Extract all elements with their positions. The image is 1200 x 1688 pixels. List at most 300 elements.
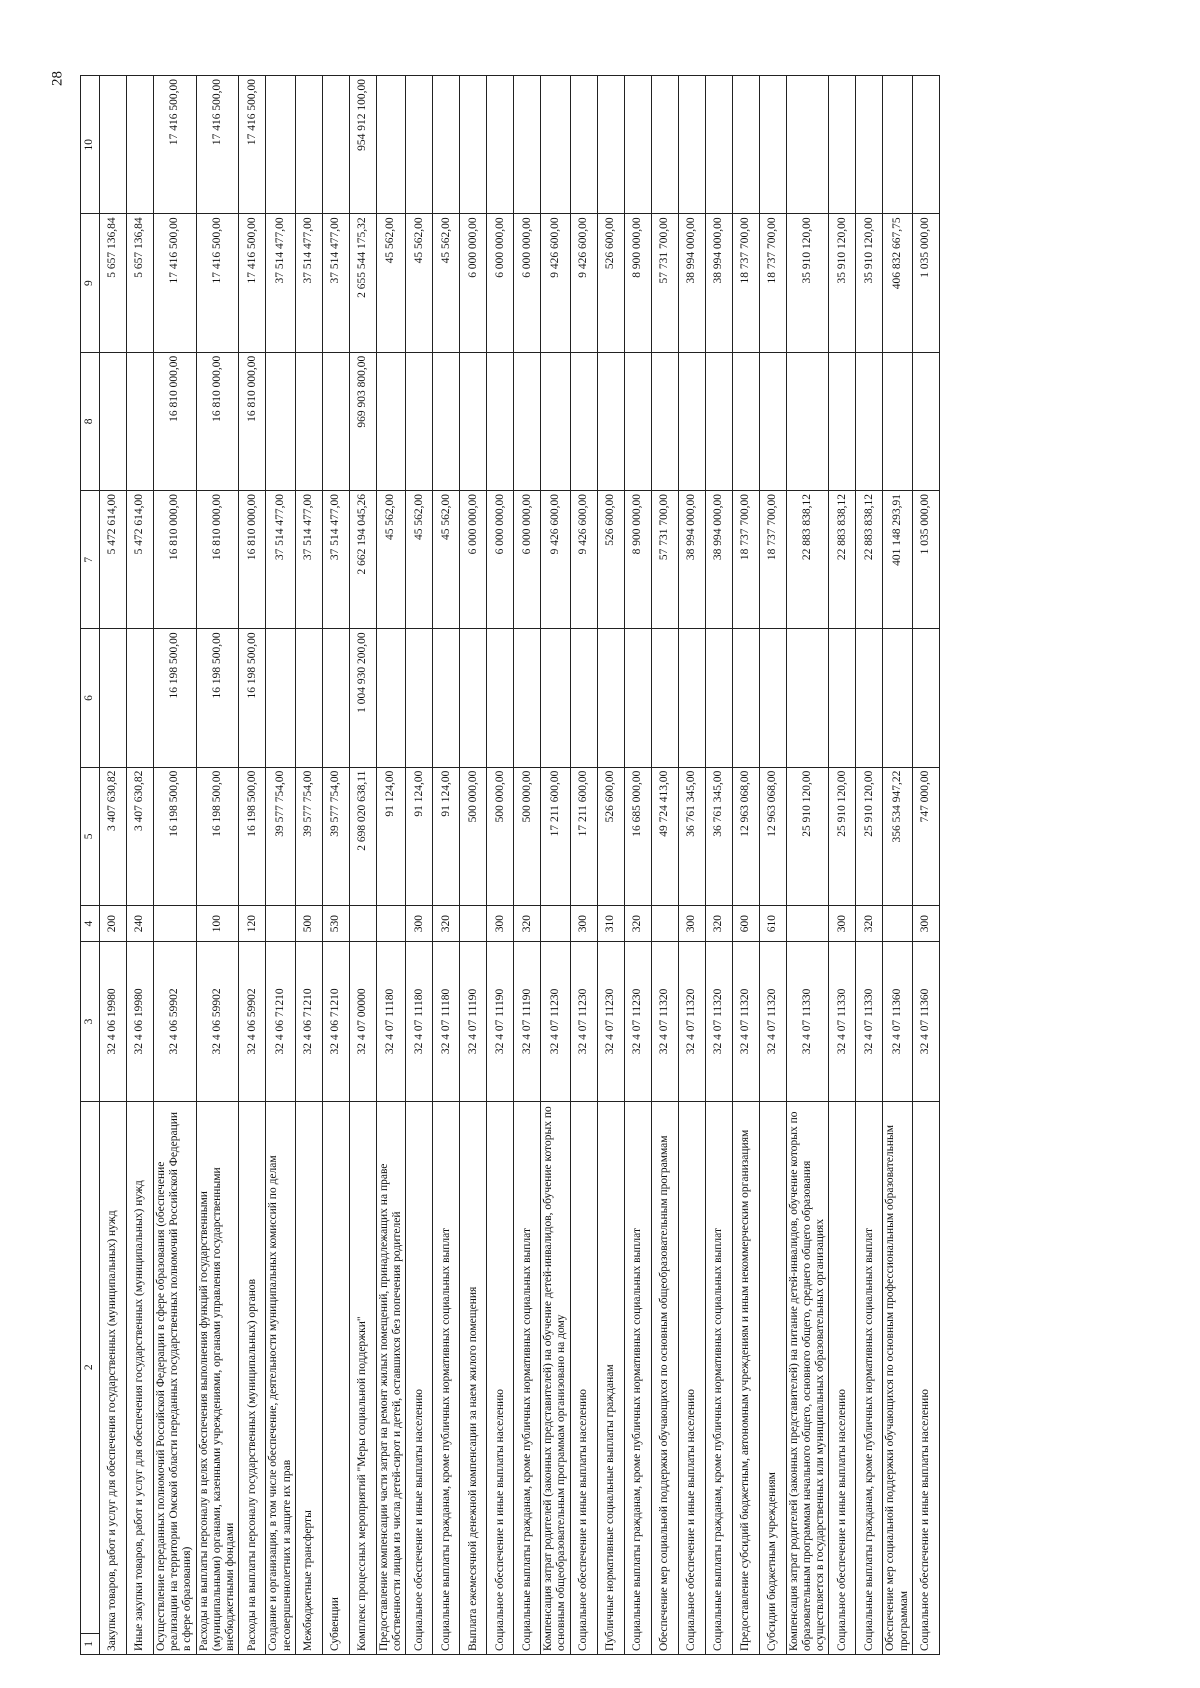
row-name-cell: Расходы на выплаты персоналу в целях обеспечения выполнения функций государственными (муниципальными) органами, казенными учреждениями, органами управления государственными внебюджетными фондами — [196, 1101, 239, 1654]
column-header-9: 9 — [81, 214, 100, 352]
row-value-col10 — [266, 76, 295, 214]
row-vr-cell: 530 — [322, 905, 349, 941]
budget-table — [80, 75, 940, 1655]
table-row — [127, 76, 154, 1655]
row-value-col7: 5 472 614,00 — [100, 491, 127, 629]
row-value-col10: 17 416 500,00 — [154, 76, 197, 214]
row-value-col6 — [856, 629, 883, 767]
table-row — [487, 76, 514, 1655]
row-value-col6 — [541, 629, 570, 767]
row-value-col8 — [829, 352, 856, 490]
row-value-col10 — [100, 76, 127, 214]
row-code-cell: 32 4 07 11230 — [570, 942, 597, 1102]
row-value-col5: 12 963 068,00 — [759, 767, 786, 905]
row-value-col6 — [295, 629, 322, 767]
row-value-col10 — [127, 76, 154, 214]
row-name-cell: Публичные нормативные социальные выплаты гражданам — [597, 1101, 624, 1654]
row-value-col10 — [678, 76, 705, 214]
row-value-col7: 37 514 477,00 — [295, 491, 322, 629]
rotated-table-wrapper — [80, 75, 1180, 1655]
row-value-col6: 16 198 500,00 — [154, 629, 197, 767]
row-value-col6: 16 198 500,00 — [196, 629, 239, 767]
row-name-cell: Социальные выплаты гражданам, кроме публичных нормативных социальных выплат — [433, 1101, 460, 1654]
row-code-cell: 32 4 07 11230 — [624, 942, 651, 1102]
table-row — [829, 76, 856, 1655]
row-vr-cell: 120 — [239, 905, 266, 941]
row-value-col10 — [406, 76, 433, 214]
row-vr-cell — [786, 905, 829, 941]
table-row — [732, 76, 759, 1655]
row-value-col9: 9 426 600,00 — [541, 214, 570, 352]
row-value-col10 — [786, 76, 829, 214]
row-value-col9: 35 910 120,00 — [786, 214, 829, 352]
table-row — [154, 76, 197, 1655]
column-header-5: 5 — [81, 767, 100, 905]
row-code-cell: 32 4 07 00000 — [349, 942, 376, 1102]
row-value-col10: 17 416 500,00 — [196, 76, 239, 214]
row-vr-cell: 300 — [678, 905, 705, 941]
row-value-col7: 526 600,00 — [597, 491, 624, 629]
row-value-col7: 38 994 000,00 — [678, 491, 705, 629]
row-value-col5: 91 124,00 — [376, 767, 405, 905]
row-value-col5: 36 761 345,00 — [705, 767, 732, 905]
row-code-cell: 32 4 07 11320 — [651, 942, 678, 1102]
row-value-col9: 5 657 136,84 — [127, 214, 154, 352]
row-code-cell: 32 4 07 11330 — [786, 942, 829, 1102]
row-value-col6 — [759, 629, 786, 767]
row-name-cell: Обеспечение мер социальной поддержки обучающихся по основным общеобразовательным программам — [651, 1101, 678, 1654]
row-value-col9: 38 994 000,00 — [678, 214, 705, 352]
row-value-col10 — [732, 76, 759, 214]
row-name-cell: Субвенции — [322, 1101, 349, 1654]
row-value-col5: 2 698 020 638,11 — [349, 767, 376, 905]
row-value-col6 — [597, 629, 624, 767]
row-code-cell: 32 4 06 71210 — [295, 942, 322, 1102]
column-header-8: 8 — [81, 352, 100, 490]
row-value-col6 — [912, 629, 939, 767]
row-name-cell: Предоставление компенсации части затрат на ремонт жилых помещений, принадлежащих на праве собственности лицам из числа детей-сирот и детей, оставшихся без попечения родителей — [376, 1101, 405, 1654]
row-name-cell: Социальное обеспечение и иные выплаты населению — [406, 1101, 433, 1654]
row-name-cell: Выплата ежемесячной денежной компенсации за наем жилого помещения — [460, 1101, 487, 1654]
row-name-cell: Субсидии бюджетным учреждениям — [759, 1101, 786, 1654]
row-value-col7: 9 426 600,00 — [570, 491, 597, 629]
row-value-col6 — [732, 629, 759, 767]
row-value-col10: 17 416 500,00 — [239, 76, 266, 214]
row-value-col7: 38 994 000,00 — [705, 491, 732, 629]
table-row — [912, 76, 939, 1655]
row-value-col10: 954 912 100,00 — [349, 76, 376, 214]
row-value-col9: 37 514 477,00 — [322, 214, 349, 352]
row-value-col8 — [732, 352, 759, 490]
row-value-col6 — [266, 629, 295, 767]
row-name-cell: Социальное обеспечение и иные выплаты населению — [829, 1101, 856, 1654]
row-value-col7: 16 810 000,00 — [154, 491, 197, 629]
row-code-cell: 32 4 06 59902 — [196, 942, 239, 1102]
row-value-col9: 6 000 000,00 — [460, 214, 487, 352]
row-vr-cell — [883, 905, 912, 941]
row-code-cell: 32 4 07 11230 — [541, 942, 570, 1102]
row-value-col5: 17 211 600,00 — [541, 767, 570, 905]
row-code-cell: 32 4 07 11330 — [856, 942, 883, 1102]
row-value-col10 — [433, 76, 460, 214]
row-value-col6 — [433, 629, 460, 767]
row-value-col5: 39 577 754,00 — [295, 767, 322, 905]
row-value-col9: 37 514 477,00 — [295, 214, 322, 352]
row-value-col8 — [266, 352, 295, 490]
row-value-col9: 17 416 500,00 — [196, 214, 239, 352]
row-code-cell: 32 4 06 59902 — [239, 942, 266, 1102]
row-name-cell: Социальные выплаты гражданам, кроме публичных нормативных социальных выплат — [624, 1101, 651, 1654]
table-row — [406, 76, 433, 1655]
row-value-col7: 6 000 000,00 — [514, 491, 541, 629]
row-value-col7: 45 562,00 — [376, 491, 405, 629]
row-value-col5: 526 600,00 — [597, 767, 624, 905]
table-row — [883, 76, 912, 1655]
row-vr-cell: 320 — [514, 905, 541, 941]
row-value-col9: 9 426 600,00 — [570, 214, 597, 352]
row-value-col7: 57 731 700,00 — [651, 491, 678, 629]
row-value-col5: 3 407 630,82 — [127, 767, 154, 905]
row-code-cell: 32 4 07 11360 — [883, 942, 912, 1102]
row-name-cell: Социальное обеспечение и иные выплаты населению — [487, 1101, 514, 1654]
row-code-cell: 32 4 06 71210 — [266, 942, 295, 1102]
row-value-col5: 356 534 947,22 — [883, 767, 912, 905]
row-value-col5: 91 124,00 — [406, 767, 433, 905]
column-header-1: 1 — [81, 1633, 100, 1654]
row-value-col10 — [759, 76, 786, 214]
table-row — [322, 76, 349, 1655]
row-value-col8 — [376, 352, 405, 490]
row-value-col7: 2 662 194 045,26 — [349, 491, 376, 629]
row-value-col9: 35 910 120,00 — [856, 214, 883, 352]
row-name-cell: Комплекс процессных мероприятий "Меры социальной поддержки" — [349, 1101, 376, 1654]
row-code-cell: 32 4 07 11320 — [705, 942, 732, 1102]
row-value-col8: 16 810 000,00 — [154, 352, 197, 490]
row-code-cell: 32 4 07 11230 — [597, 942, 624, 1102]
row-value-col5: 16 685 000,00 — [624, 767, 651, 905]
row-value-col10 — [829, 76, 856, 214]
row-value-col9: 37 514 477,00 — [266, 214, 295, 352]
row-name-cell: Закупка товаров, работ и услуг для обеспечения государственных (муниципальных) нужд — [100, 1101, 127, 1654]
row-vr-cell: 610 — [759, 905, 786, 941]
row-value-col9: 45 562,00 — [433, 214, 460, 352]
row-value-col5: 12 963 068,00 — [732, 767, 759, 905]
row-code-cell: 32 4 07 11320 — [759, 942, 786, 1102]
row-value-col8 — [460, 352, 487, 490]
row-value-col10 — [460, 76, 487, 214]
row-value-col9: 45 562,00 — [406, 214, 433, 352]
row-value-col7: 18 737 700,00 — [759, 491, 786, 629]
row-value-col7: 37 514 477,00 — [266, 491, 295, 629]
row-value-col10 — [597, 76, 624, 214]
row-code-cell: 32 4 07 11180 — [406, 942, 433, 1102]
row-name-cell: Социальное обеспечение и иные выплаты населению — [678, 1101, 705, 1654]
table-row — [597, 76, 624, 1655]
row-code-cell: 32 4 06 19980 — [127, 942, 154, 1102]
row-value-col6 — [624, 629, 651, 767]
row-value-col8 — [100, 352, 127, 490]
row-code-cell: 32 4 06 71210 — [322, 942, 349, 1102]
row-value-col10 — [322, 76, 349, 214]
row-vr-cell: 600 — [732, 905, 759, 941]
row-value-col5: 25 910 120,00 — [829, 767, 856, 905]
table-row — [460, 76, 487, 1655]
row-code-cell: 32 4 07 11320 — [678, 942, 705, 1102]
row-value-col10 — [705, 76, 732, 214]
row-vr-cell — [154, 905, 197, 941]
row-value-col9: 6 000 000,00 — [487, 214, 514, 352]
row-value-col10 — [514, 76, 541, 214]
row-value-col8 — [759, 352, 786, 490]
row-value-col6 — [786, 629, 829, 767]
row-value-col9: 18 737 700,00 — [759, 214, 786, 352]
table-row — [786, 76, 829, 1655]
row-value-col8: 16 810 000,00 — [196, 352, 239, 490]
row-value-col5: 39 577 754,00 — [322, 767, 349, 905]
row-code-cell: 32 4 07 11360 — [912, 942, 939, 1102]
row-vr-cell: 100 — [196, 905, 239, 941]
row-value-col8 — [705, 352, 732, 490]
row-value-col8 — [570, 352, 597, 490]
table-row — [196, 76, 239, 1655]
row-value-col10 — [912, 76, 939, 214]
row-value-col5: 49 724 413,00 — [651, 767, 678, 905]
row-value-col7: 37 514 477,00 — [322, 491, 349, 629]
row-value-col6 — [651, 629, 678, 767]
row-vr-cell: 320 — [624, 905, 651, 941]
row-name-cell: Предоставление субсидий бюджетным, автономным учреждениям и иным некоммерческим организациям — [732, 1101, 759, 1654]
row-code-cell: 32 4 07 11190 — [514, 942, 541, 1102]
table-row — [239, 76, 266, 1655]
row-vr-cell — [266, 905, 295, 941]
table-row — [541, 76, 570, 1655]
page-number: 28 — [49, 71, 66, 86]
row-value-col7: 6 000 000,00 — [460, 491, 487, 629]
row-value-col5: 16 198 500,00 — [154, 767, 197, 905]
row-vr-cell: 240 — [127, 905, 154, 941]
row-value-col5: 25 910 120,00 — [856, 767, 883, 905]
column-header-7: 7 — [81, 491, 100, 629]
row-name-cell: Социальные выплаты гражданам, кроме публичных нормативных социальных выплат — [856, 1101, 883, 1654]
row-value-col9: 6 000 000,00 — [514, 214, 541, 352]
row-value-col8 — [295, 352, 322, 490]
row-value-col7: 22 883 838,12 — [856, 491, 883, 629]
row-value-col9: 17 416 500,00 — [239, 214, 266, 352]
row-name-cell: Социальные выплаты гражданам, кроме публичных нормативных социальных выплат — [705, 1101, 732, 1654]
row-name-cell: Расходы на выплаты персоналу государственных (муниципальных) органов — [239, 1101, 266, 1654]
row-code-cell: 32 4 07 11190 — [460, 942, 487, 1102]
row-value-col7: 22 883 838,12 — [829, 491, 856, 629]
row-value-col9: 5 657 136,84 — [100, 214, 127, 352]
column-header-6: 6 — [81, 629, 100, 767]
row-value-col5: 25 910 120,00 — [786, 767, 829, 905]
row-name-cell: Создание и организация, в том числе обеспечение, деятельности муниципальных комиссий по делам несовершеннолетних и защите их прав — [266, 1101, 295, 1654]
row-name-cell: Социальные выплаты гражданам, кроме публичных нормативных социальных выплат — [514, 1101, 541, 1654]
row-value-col5: 17 211 600,00 — [570, 767, 597, 905]
row-value-col8 — [487, 352, 514, 490]
row-value-col7: 9 426 600,00 — [541, 491, 570, 629]
row-value-col8 — [514, 352, 541, 490]
row-value-col8 — [322, 352, 349, 490]
row-code-cell: 32 4 07 11190 — [487, 942, 514, 1102]
row-value-col5: 747 000,00 — [912, 767, 939, 905]
table-body — [100, 76, 940, 1655]
row-value-col9: 57 731 700,00 — [651, 214, 678, 352]
row-value-col9: 2 655 544 175,32 — [349, 214, 376, 352]
row-value-col9: 1 035 000,00 — [912, 214, 939, 352]
row-value-col5: 16 198 500,00 — [239, 767, 266, 905]
row-value-col9: 17 416 500,00 — [154, 214, 197, 352]
row-vr-cell: 320 — [433, 905, 460, 941]
header-row — [81, 76, 100, 1655]
row-value-col10 — [570, 76, 597, 214]
row-value-col8 — [433, 352, 460, 490]
row-vr-cell: 500 — [295, 905, 322, 941]
row-value-col8 — [127, 352, 154, 490]
row-value-col9: 526 600,00 — [597, 214, 624, 352]
row-value-col7: 6 000 000,00 — [487, 491, 514, 629]
row-value-col10 — [651, 76, 678, 214]
row-value-col6 — [460, 629, 487, 767]
row-value-col6 — [514, 629, 541, 767]
table-row — [705, 76, 732, 1655]
table-row — [266, 76, 295, 1655]
row-value-col6 — [678, 629, 705, 767]
row-value-col9: 18 737 700,00 — [732, 214, 759, 352]
row-value-col10 — [856, 76, 883, 214]
row-value-col7: 45 562,00 — [433, 491, 460, 629]
row-value-col10 — [624, 76, 651, 214]
row-vr-cell: 300 — [912, 905, 939, 941]
column-header-2: 2 — [81, 1101, 100, 1633]
row-vr-cell — [460, 905, 487, 941]
row-value-col7: 5 472 614,00 — [127, 491, 154, 629]
row-vr-cell — [541, 905, 570, 941]
row-value-col8 — [678, 352, 705, 490]
row-value-col8 — [597, 352, 624, 490]
row-value-col8 — [856, 352, 883, 490]
row-value-col9: 35 910 120,00 — [829, 214, 856, 352]
row-value-col5: 39 577 754,00 — [266, 767, 295, 905]
row-value-col8 — [651, 352, 678, 490]
row-value-col8 — [912, 352, 939, 490]
row-vr-cell: 300 — [487, 905, 514, 941]
row-name-cell: Социальное обеспечение и иные выплаты населению — [912, 1101, 939, 1654]
row-value-col8 — [624, 352, 651, 490]
row-value-col7: 8 900 000,00 — [624, 491, 651, 629]
column-header-4: 4 — [81, 905, 100, 941]
table-row — [100, 76, 127, 1655]
row-value-col10 — [541, 76, 570, 214]
row-value-col10 — [487, 76, 514, 214]
row-value-col6 — [376, 629, 405, 767]
row-value-col8 — [883, 352, 912, 490]
table-row — [376, 76, 405, 1655]
row-vr-cell: 300 — [829, 905, 856, 941]
row-value-col6 — [127, 629, 154, 767]
row-value-col7: 401 148 293,91 — [883, 491, 912, 629]
row-name-cell: Межбюджетные трансферты — [295, 1101, 322, 1654]
row-code-cell: 32 4 06 59902 — [154, 942, 197, 1102]
row-value-col7: 18 737 700,00 — [732, 491, 759, 629]
row-code-cell: 32 4 07 11320 — [732, 942, 759, 1102]
row-value-col6: 16 198 500,00 — [239, 629, 266, 767]
table-row — [624, 76, 651, 1655]
row-vr-cell: 300 — [570, 905, 597, 941]
row-value-col5: 500 000,00 — [514, 767, 541, 905]
row-vr-cell — [376, 905, 405, 941]
row-value-col6 — [829, 629, 856, 767]
row-value-col6 — [322, 629, 349, 767]
row-code-cell: 32 4 07 11180 — [376, 942, 405, 1102]
row-value-col8: 16 810 000,00 — [239, 352, 266, 490]
row-value-col10 — [883, 76, 912, 214]
row-value-col5: 16 198 500,00 — [196, 767, 239, 905]
row-value-col7: 45 562,00 — [406, 491, 433, 629]
row-value-col6 — [705, 629, 732, 767]
table-row — [651, 76, 678, 1655]
row-value-col9: 45 562,00 — [376, 214, 405, 352]
row-value-col6 — [570, 629, 597, 767]
row-value-col8 — [786, 352, 829, 490]
row-value-col5: 36 761 345,00 — [678, 767, 705, 905]
row-value-col6 — [883, 629, 912, 767]
column-header-3: 3 — [81, 942, 100, 1102]
row-value-col6: 1 004 930 200,00 — [349, 629, 376, 767]
table-row — [514, 76, 541, 1655]
row-value-col5: 3 407 630,82 — [100, 767, 127, 905]
table-row — [570, 76, 597, 1655]
row-value-col10 — [376, 76, 405, 214]
table-row — [295, 76, 322, 1655]
row-code-cell: 32 4 06 19980 — [100, 942, 127, 1102]
row-vr-cell — [349, 905, 376, 941]
row-vr-cell — [651, 905, 678, 941]
table-row — [759, 76, 786, 1655]
row-value-col9: 38 994 000,00 — [705, 214, 732, 352]
row-vr-cell: 200 — [100, 905, 127, 941]
table-row — [856, 76, 883, 1655]
row-value-col7: 16 810 000,00 — [196, 491, 239, 629]
column-header-10: 10 — [81, 76, 100, 214]
row-name-cell: Осуществление переданных полномочий Российской Федерации в сфере образования (обеспечение реализации на территории Омской области переданных государственных полномочий Российской Федерации в сфере образования) — [154, 1101, 197, 1654]
row-value-col7: 1 035 000,00 — [912, 491, 939, 629]
row-name-cell: Компенсация затрат родителей (законных представителей) на питание детей-инвалидов, обучение которых по образовательным программам начального общего, основного общего, среднего общего образования осуществляется в государственных или муниципальных образовательных организациях — [786, 1101, 829, 1654]
row-value-col6 — [100, 629, 127, 767]
row-value-col7: 16 810 000,00 — [239, 491, 266, 629]
table-row — [678, 76, 705, 1655]
row-vr-cell: 310 — [597, 905, 624, 941]
row-value-col10 — [295, 76, 322, 214]
row-vr-cell: 300 — [406, 905, 433, 941]
row-code-cell: 32 4 07 11180 — [433, 942, 460, 1102]
row-value-col7: 22 883 838,12 — [786, 491, 829, 629]
row-vr-cell: 320 — [856, 905, 883, 941]
row-value-col9: 406 832 667,75 — [883, 214, 912, 352]
row-name-cell: Обеспечение мер социальной поддержки обучающихся по основным профессиональным образовательным программам — [883, 1101, 912, 1654]
row-value-col8: 969 903 800,00 — [349, 352, 376, 490]
row-name-cell: Социальное обеспечение и иные выплаты населению — [570, 1101, 597, 1654]
row-value-col9: 8 900 000,00 — [624, 214, 651, 352]
row-value-col5: 91 124,00 — [433, 767, 460, 905]
row-code-cell: 32 4 07 11330 — [829, 942, 856, 1102]
row-value-col6 — [406, 629, 433, 767]
row-value-col8 — [406, 352, 433, 490]
row-name-cell: Компенсация затрат родителей (законных представителей) на обучение детей-инвалидов, обучение которых по основным общеобразовательным программам организовано на дому — [541, 1101, 570, 1654]
row-value-col5: 500 000,00 — [460, 767, 487, 905]
row-value-col6 — [487, 629, 514, 767]
table-row — [433, 76, 460, 1655]
